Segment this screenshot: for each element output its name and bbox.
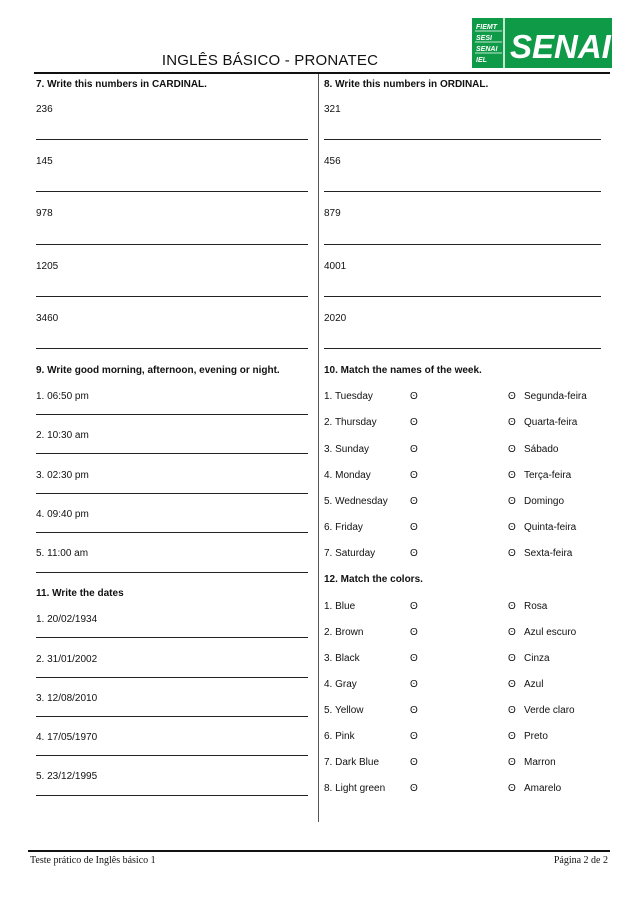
answer-line[interactable] bbox=[36, 795, 308, 796]
answer-line[interactable] bbox=[36, 191, 308, 192]
answer-line[interactable] bbox=[324, 348, 601, 349]
section-9-item: 1. 06:50 pm bbox=[36, 391, 89, 402]
answer-line[interactable] bbox=[36, 453, 308, 454]
color-item: 5. Yellow bbox=[324, 705, 364, 716]
section-7-item: 978 bbox=[36, 208, 53, 219]
section-7-heading: 7. Write this numbers in CARDINAL. bbox=[36, 79, 207, 90]
header-rule bbox=[34, 72, 610, 74]
match-circle-icon[interactable]: ʘ bbox=[410, 496, 418, 507]
section-8-item: 456 bbox=[324, 156, 341, 167]
match-circle-icon[interactable]: ʘ bbox=[410, 783, 418, 794]
match-circle-icon[interactable]: ʘ bbox=[410, 705, 418, 716]
weekday-item: 1. Tuesday bbox=[324, 391, 373, 402]
section-9-item: 2. 10:30 am bbox=[36, 430, 89, 441]
match-circle-icon[interactable]: ʘ bbox=[410, 417, 418, 428]
answer-line[interactable] bbox=[36, 139, 308, 140]
page-number: Página 2 de 2 bbox=[553, 855, 608, 866]
match-circle-icon[interactable]: ʘ bbox=[508, 757, 516, 768]
section-8-heading: 8. Write this numbers in ORDINAL. bbox=[324, 79, 489, 90]
answer-line[interactable] bbox=[36, 244, 308, 245]
weekday-item: 7. Saturday bbox=[324, 548, 376, 559]
section-8-item: 321 bbox=[324, 104, 341, 115]
match-circle-icon[interactable]: ʘ bbox=[508, 470, 516, 481]
section-11-heading: 11. Write the dates bbox=[36, 588, 124, 599]
section-9-item: 4. 09:40 pm bbox=[36, 509, 89, 520]
logo-senai-text: SENAI bbox=[510, 28, 611, 65]
logo-line-1: FIEMT bbox=[476, 24, 497, 31]
weekday-item: 4. Monday bbox=[324, 470, 371, 481]
match-circle-icon[interactable]: ʘ bbox=[508, 783, 516, 794]
color-item: 3. Black bbox=[324, 653, 360, 664]
match-circle-icon[interactable]: ʘ bbox=[508, 496, 516, 507]
section-11-item: 2. 31/01/2002 bbox=[36, 654, 98, 665]
weekday-item: 2. Thursday bbox=[324, 417, 377, 428]
section-7-item: 3460 bbox=[36, 313, 59, 324]
color-translation: Azul bbox=[524, 679, 544, 690]
weekday-translation: Sábado bbox=[524, 444, 559, 455]
page-title: INGLÊS BÁSICO - PRONATEC bbox=[161, 52, 379, 69]
match-circle-icon[interactable]: ʘ bbox=[508, 653, 516, 664]
answer-line[interactable] bbox=[36, 677, 308, 678]
color-item: 7. Dark Blue bbox=[324, 757, 380, 768]
color-translation: Verde claro bbox=[524, 705, 575, 716]
section-10-heading: 10. Match the names of the week. bbox=[324, 365, 482, 376]
match-circle-icon[interactable]: ʘ bbox=[410, 522, 418, 533]
match-circle-icon[interactable]: ʘ bbox=[508, 731, 516, 742]
section-7-item: 1205 bbox=[36, 261, 59, 272]
match-circle-icon[interactable]: ʘ bbox=[410, 653, 418, 664]
section-9-heading: 9. Write good morning, afternoon, evening or night. bbox=[36, 365, 280, 376]
match-circle-icon[interactable]: ʘ bbox=[410, 757, 418, 768]
match-circle-icon[interactable]: ʘ bbox=[508, 522, 516, 533]
weekday-translation: Terça-feira bbox=[524, 470, 572, 481]
match-circle-icon[interactable]: ʘ bbox=[410, 548, 418, 559]
answer-line[interactable] bbox=[36, 348, 308, 349]
color-item: 8. Light green bbox=[324, 783, 386, 794]
color-translation: Cinza bbox=[524, 653, 550, 664]
answer-line[interactable] bbox=[36, 296, 308, 297]
weekday-translation: Segunda-feira bbox=[524, 391, 587, 402]
match-circle-icon[interactable]: ʘ bbox=[508, 391, 516, 402]
section-8-item: 879 bbox=[324, 208, 341, 219]
section-11-item: 4. 17/05/1970 bbox=[36, 732, 98, 743]
weekday-item: 5. Wednesday bbox=[324, 496, 388, 507]
section-7-item: 145 bbox=[36, 156, 53, 167]
answer-line[interactable] bbox=[36, 716, 308, 717]
match-circle-icon[interactable]: ʘ bbox=[410, 627, 418, 638]
color-translation: Rosa bbox=[524, 601, 548, 612]
match-circle-icon[interactable]: ʘ bbox=[410, 391, 418, 402]
logo-line-4: IEL bbox=[476, 57, 487, 64]
logo-line-3: SENAI bbox=[476, 46, 498, 53]
color-translation: Marron bbox=[524, 757, 556, 768]
weekday-translation: Sexta-feira bbox=[524, 548, 573, 559]
color-translation: Azul escuro bbox=[524, 627, 577, 638]
match-circle-icon[interactable]: ʘ bbox=[410, 601, 418, 612]
match-circle-icon[interactable]: ʘ bbox=[410, 731, 418, 742]
section-11-item: 5. 23/12/1995 bbox=[36, 771, 98, 782]
match-circle-icon[interactable]: ʘ bbox=[508, 548, 516, 559]
match-circle-icon[interactable]: ʘ bbox=[508, 601, 516, 612]
column-divider bbox=[318, 74, 319, 822]
color-translation: Preto bbox=[524, 731, 548, 742]
answer-line[interactable] bbox=[36, 755, 308, 756]
answer-line[interactable] bbox=[36, 493, 308, 494]
section-8-item: 2020 bbox=[324, 313, 347, 324]
color-item: 1. Blue bbox=[324, 601, 356, 612]
match-circle-icon[interactable]: ʘ bbox=[508, 417, 516, 428]
answer-line[interactable] bbox=[324, 139, 601, 140]
answer-line[interactable] bbox=[36, 532, 308, 533]
section-8-item: 4001 bbox=[324, 261, 347, 272]
section-11-item: 3. 12/08/2010 bbox=[36, 693, 98, 704]
color-item: 4. Gray bbox=[324, 679, 357, 690]
answer-line[interactable] bbox=[36, 414, 308, 415]
match-circle-icon[interactable]: ʘ bbox=[410, 679, 418, 690]
section-9-item: 3. 02:30 pm bbox=[36, 470, 89, 481]
match-circle-icon[interactable]: ʘ bbox=[508, 705, 516, 716]
section-11-item: 1. 20/02/1934 bbox=[36, 614, 98, 625]
weekday-translation: Domingo bbox=[524, 496, 565, 507]
match-circle-icon[interactable]: ʘ bbox=[410, 470, 418, 481]
footer-title: Teste prático de Inglês básico 1 bbox=[30, 855, 156, 866]
footer-rule bbox=[28, 850, 610, 852]
answer-line[interactable] bbox=[324, 244, 601, 245]
senai-logo bbox=[472, 18, 612, 68]
color-translation: Amarelo bbox=[524, 783, 562, 794]
answer-line[interactable] bbox=[324, 191, 601, 192]
section-7-item: 236 bbox=[36, 104, 53, 115]
match-circle-icon[interactable]: ʘ bbox=[508, 679, 516, 690]
match-circle-icon[interactable]: ʘ bbox=[410, 444, 418, 455]
match-circle-icon[interactable]: ʘ bbox=[508, 627, 516, 638]
color-item: 6. Pink bbox=[324, 731, 355, 742]
weekday-translation: Quarta-feira bbox=[524, 417, 578, 428]
color-item: 2. Brown bbox=[324, 627, 364, 638]
weekday-item: 3. Sunday bbox=[324, 444, 370, 455]
answer-line[interactable] bbox=[36, 572, 308, 573]
section-12-heading: 12. Match the colors. bbox=[324, 574, 423, 585]
section-9-item: 5. 11:00 am bbox=[36, 548, 89, 559]
weekday-item: 6. Friday bbox=[324, 522, 363, 533]
logo-line-2: SESI bbox=[476, 35, 492, 42]
answer-line[interactable] bbox=[36, 637, 308, 638]
weekday-translation: Quinta-feira bbox=[524, 522, 577, 533]
match-circle-icon[interactable]: ʘ bbox=[508, 444, 516, 455]
answer-line[interactable] bbox=[324, 296, 601, 297]
